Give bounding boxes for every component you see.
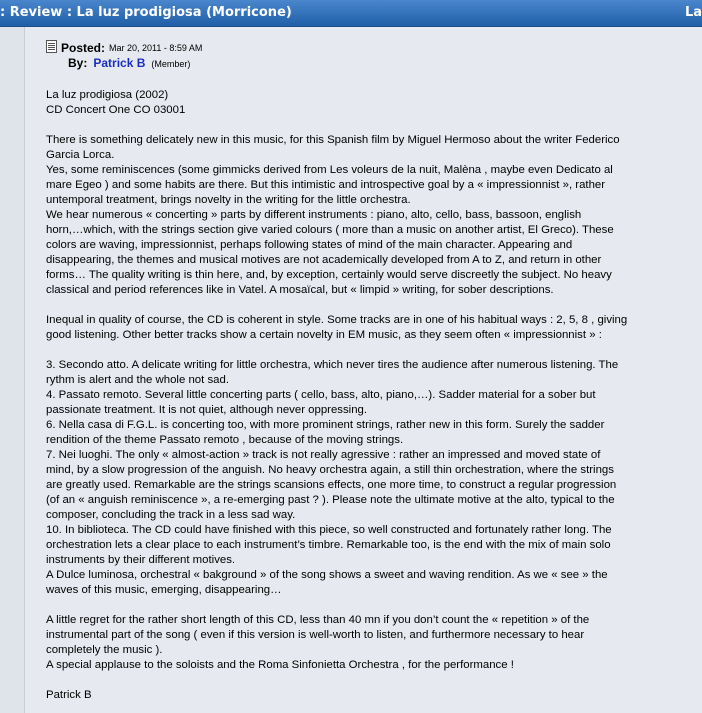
body-line: There is something delicately new in this music, for this Spanish film by Miguel Hermoso about the writer Federico	[46, 134, 620, 146]
body-line: good listening. Other better tracks show a certain novelty in EM music, as they seem often « impressionnist » :	[46, 329, 602, 341]
body-line: Inequal in quality of course, the CD is coherent in style. Some tracks are in one of his habitual ways : 2, 5, 8 , giving	[46, 314, 628, 326]
left-frame	[0, 27, 23, 713]
body-line: rythm is alert and the whole not sad.	[46, 374, 229, 386]
body-line: A special applause to the soloists and the Roma Sinfonietta Orchestra , for the performance !	[46, 659, 514, 671]
signature: Patrick B	[46, 689, 92, 701]
post-panel	[24, 27, 702, 713]
body-line: CD Concert One CO 03001	[46, 104, 186, 116]
body-line: Yes, some reminiscences (some gimmicks derived from Les voleurs de la nuit, Malèna , maybe even Dedicato al	[46, 164, 613, 176]
body-line: La luz prodigiosa (2002)	[46, 89, 169, 101]
body-line: forms… The quality writing is thin here, and, by exception, certainly would serve discreetly the subject. No heavy	[46, 269, 612, 281]
post-body	[46, 88, 676, 703]
posted-label: Posted:	[61, 41, 106, 55]
body-line: A Dulce luminosa, orchestral « bakground » of the song shows a sweet and waving rendition. As we « see » the	[46, 569, 608, 581]
topic-title-bar	[0, 0, 702, 27]
body-line: 7. Nei luoghi. The only « almost-action » track is not really agressive : rather an impressed and moved state of	[46, 449, 601, 461]
body-line: We hear numerous « concerting » parts by different instruments : piano, alto, cello, bass, bassoon, english	[46, 209, 582, 221]
body-line: Garcia Lorca.	[46, 149, 115, 161]
post-date: Mar 20, 2011 - 8:59 AM	[109, 43, 203, 53]
body-line: composer, concluding the track in a less sad way.	[46, 509, 296, 521]
member-badge: (Member)	[151, 59, 191, 69]
body-line: are greatly used. Remarkable are the strings scansions effects, one more time, to construct a regular progression	[46, 479, 617, 491]
body-line: orchestration lets a clear place to each instrument’s timbre. Remarkable too, is the end with the mix of main solo	[46, 539, 611, 551]
body-line: passionate treatment. It is not quiet, although never oppressing.	[46, 404, 368, 416]
body-line: completely the music ).	[46, 644, 163, 656]
body-line: rendition of the theme Passato remoto , because of the moving strings.	[46, 434, 404, 446]
body-line: mind, by a slow progression of the anguish. No heavy orchestra again, a still thin orchestration, where the strings	[46, 464, 614, 476]
post-header	[46, 40, 202, 72]
body-line: waves of this music, emerging, disappearing…	[46, 584, 282, 596]
body-line: colors are waving, impressionnist, perhaps following states of mind of the main character. Appearing and	[46, 239, 573, 251]
topic-title: : Review : La luz prodigiosa (Morricone)	[0, 5, 292, 20]
body-line: 4. Passato remoto. Several little concerting parts ( cello, bass, alto, piano,…). Sadder material for a sober but	[46, 389, 596, 401]
body-line: 3. Secondo atto. A delicate writing for little orchestra, which never tires the audience after numerous listening. The	[46, 359, 619, 371]
post-document-icon	[46, 40, 57, 53]
body-line: 10. In biblioteca. The CD could have finished with this piece, so well constructed and fortunately rather long. The	[46, 524, 612, 536]
body-line: mare Egeo ) and some habits are there. But this intimistic and introspective goal by a « impressionnist », rather	[46, 179, 606, 191]
body-line: (of an « anguish reminiscence », a re-emerging past ? ). Please note the ultimate motive at the alto, typical to the	[46, 494, 615, 506]
author-link[interactable]: Patrick B	[93, 56, 146, 70]
body-line: classical and period references like in Vatel. A mosaïcal, but « limpid » writing, for sober descriptions.	[46, 284, 554, 296]
body-line: instrumental part of the song ( even if this version is well-worth to listen, and furthermore necessary to hear	[46, 629, 585, 641]
body-line: A little regret for the rather short length of this CD, less than 40 mn if you don’t count the « repetition » of the	[46, 614, 590, 626]
by-label: By:	[68, 56, 88, 70]
topic-title-right-cut: La	[684, 5, 702, 20]
body-line: instruments by their different motives.	[46, 554, 236, 566]
body-line: untemporal treatment, brings novelty in the writing for the little orchestra.	[46, 194, 411, 206]
body-line: horn,…which, with the strings section give varied colours ( more than a music on another artist, El Greco). These	[46, 224, 614, 236]
body-line: 6. Nella casa di F.G.L. is concerting too, with more prominent strings, rather new in this form. Surely the sadder	[46, 419, 605, 431]
body-line: disappearing, the themes and musical motives are not academically developed from A to Z, and return in other	[46, 254, 602, 266]
